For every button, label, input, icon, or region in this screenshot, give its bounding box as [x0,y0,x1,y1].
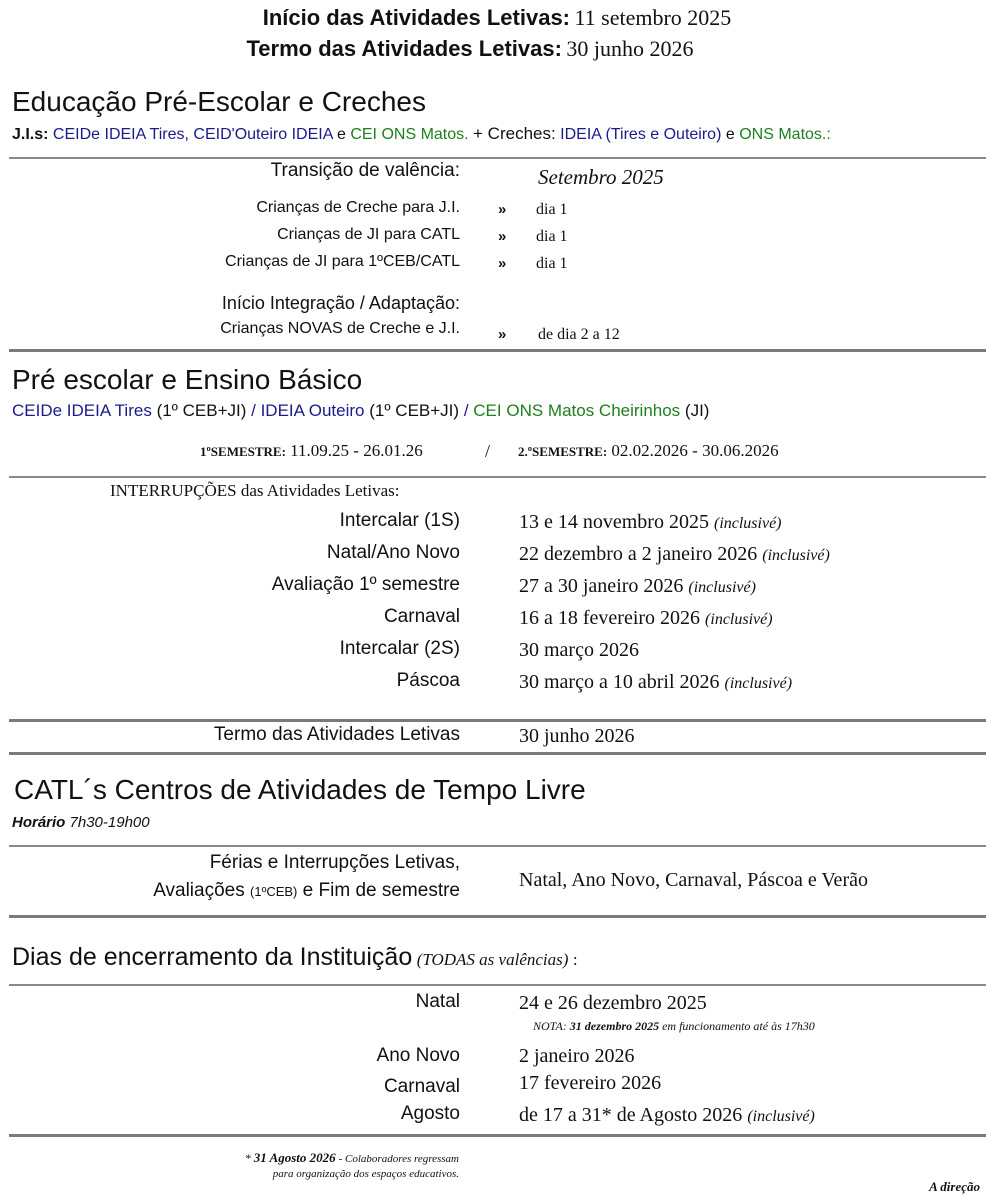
creche-ji-value: dia 1 [536,201,568,218]
sub-ideia-outeiro: / IDEIA Outeiro [251,401,365,420]
transicao-label: Transição de valência: [270,160,460,181]
ji-ceb-label: Crianças de JI para 1ºCEB/CATL [225,253,460,270]
footnote-line-2: para organização dos espaços educativos. [272,1168,459,1180]
creche-ji-label: Crianças de Creche para J.I. [256,199,460,216]
end-label: Termo das Atividades Letivas: [246,36,562,61]
horario-line [12,814,150,831]
and-1: e [336,126,346,143]
semestre-1 [200,441,423,461]
divider [9,984,986,986]
ano-novo-label: Ano Novo [376,1045,460,1066]
ji-ceb-value: dia 1 [536,255,568,272]
arrow-1: » [498,201,507,218]
divider [9,476,986,478]
interrupcao-label: Páscoa [396,670,460,691]
catl-title: CATL´s Centros de Atividades de Tempo Livre [14,774,586,805]
divider [9,752,986,755]
interrupcao-value: 30 março a 10 abril 2026 (inclusivé) [519,671,793,693]
basico-subtitle [12,401,709,421]
sub-ceb-2: (1º CEB+JI) [369,401,460,420]
agosto-value: de 17 a 31* de Agosto 2026 (inclusivé) [519,1104,815,1126]
sub-ideia-tires: CEIDe IDEIA Tires [12,401,152,420]
ferias-label-2: Avaliações (1ºCEB) e Fim de semestre [153,880,460,901]
natal-label: Natal [415,991,460,1012]
signature: A direção [929,1179,980,1194]
jis-ideia: CEIDe IDEIA Tires, CEID'Outeiro IDEIA [52,126,333,143]
divider [9,157,986,159]
sem1-value: 11.09.25 - 26.01.26 [290,441,423,460]
nota-line: NOTA: 31 dezembro 2025 em funcionamento até às 17h30 [533,1019,815,1033]
pre-escolar-subtitle [12,124,831,144]
termo-label: Termo das Atividades Letivas [213,724,460,745]
ji-catl-label: Crianças de JI para CATL [277,226,460,243]
sub-ji: (JI) [684,401,710,420]
interrupcoes-title: INTERRUPÇÕES das Atividades Letivas: [110,481,400,500]
and-2: e [725,126,735,143]
semestre-separator: / [485,441,491,461]
carnaval-label: Carnaval [383,1076,460,1097]
semestre-2 [518,441,779,461]
divider [9,719,986,722]
encerramento-title-line: Dias de encerramento da Instituição (TODAS as valências) : [12,943,578,971]
sem1-label: 1ºSEMESTRE: [200,444,286,459]
divider [9,349,986,352]
basico-title: Pré escolar e Ensino Básico [12,364,363,395]
start-date-line [0,5,994,31]
transicao-value: Setembro 2025 [538,165,664,189]
interrupcao-value: 16 a 18 fevereiro 2026 (inclusivé) [519,607,773,629]
ferias-value: Natal, Ano Novo, Carnaval, Páscoa e Verão [519,869,868,891]
termo-value: 30 junho 2026 [519,725,635,747]
end-date-line [0,36,940,62]
horario-label: Horário [12,814,66,831]
sub-ons-matos: CEI ONS Matos Cheirinhos [473,401,681,420]
encerramento-note: (TODAS as valências) [416,950,569,969]
footnote-line-1: * 31 Agosto 2026 - Colaboradores regressam [244,1150,459,1165]
divider [9,845,986,847]
pre-escolar-title: Educação Pré-Escolar e Creches [12,86,426,117]
sub-slash: / [463,401,469,420]
end-value: 30 junho 2026 [566,36,694,61]
interrupcao-label: Intercalar (1S) [339,510,460,531]
interrupcao-value: 30 março 2026 [519,639,639,661]
start-value: 11 setembro 2025 [574,5,732,30]
jis-prefix: J.I.s: [12,126,49,143]
carnaval-value: 17 fevereiro 2026 [519,1072,662,1094]
horario-value: 7h30-19h00 [69,814,150,831]
creches-prefix: + Creches: [473,124,556,143]
agosto-label: Agosto [400,1103,460,1124]
ferias-label-1: Férias e Interrupções Letivas, [209,852,460,873]
arrow-2: » [498,228,507,245]
arrow-4: » [498,326,507,343]
creches-ons: ONS Matos.: [739,126,831,143]
interrupcao-label: Natal/Ano Novo [326,542,460,563]
natal-value: 24 e 26 dezembro 2025 [519,992,707,1014]
novas-label: Crianças NOVAS de Creche e J.I. [220,320,460,337]
interrupcao-label: Intercalar (2S) [339,638,460,659]
integracao-label: Início Integração / Adaptação: [221,293,460,313]
arrow-3: » [498,255,507,272]
jis-ons: CEI ONS Matos. [350,126,469,143]
divider [9,1134,986,1137]
ano-novo-value: 2 janeiro 2026 [519,1045,635,1067]
interrupcao-value: 27 a 30 janeiro 2026 (inclusivé) [519,575,756,597]
creches-ideia: IDEIA (Tires e Outeiro) [560,126,722,143]
interrupcao-label: Avaliação 1º semestre [271,574,460,595]
interrupcao-label: Carnaval [383,606,460,627]
sem2-label: 2.ºSEMESTRE: [518,444,608,459]
sem2-value: 02.02.2026 - 30.06.2026 [611,441,779,460]
sub-ceb-1: (1º CEB+JI) [156,401,247,420]
novas-value: de dia 2 a 12 [538,326,620,343]
interrupcao-value: 13 e 14 novembro 2025 (inclusivé) [519,511,782,533]
divider [9,915,986,918]
encerramento-title: Dias de encerramento da Instituição [12,943,413,971]
interrupcao-value: 22 dezembro a 2 janeiro 2026 (inclusivé) [519,543,830,565]
start-label: Início das Atividades Letivas: [262,5,570,30]
ji-catl-value: dia 1 [536,228,568,245]
